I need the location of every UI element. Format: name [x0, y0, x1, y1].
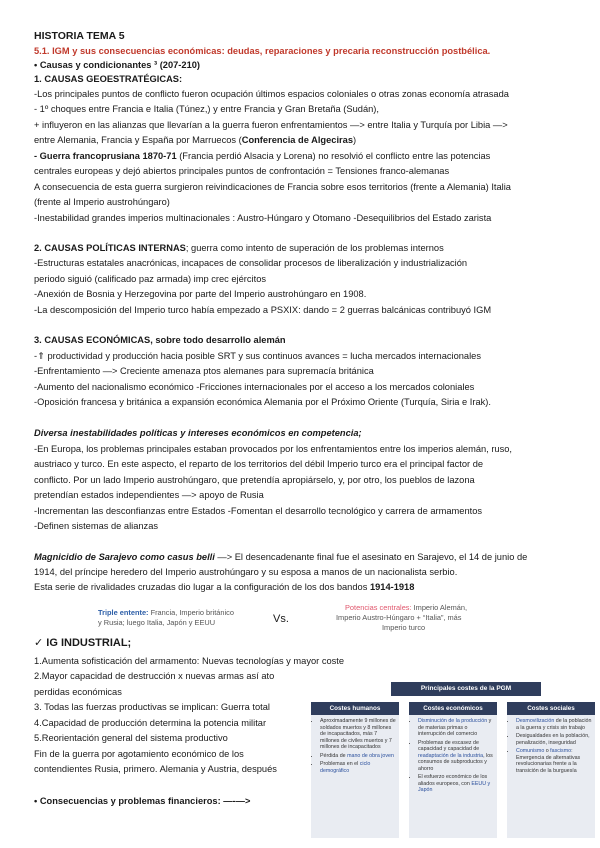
s2-line: -Anexión de Bosnia y Herzegovina por parte del Imperio austrohúngaro en 1908. — [34, 289, 367, 299]
social-costs-header: Costes sociales — [507, 702, 595, 715]
list-item-text: Problemas en el — [320, 761, 360, 767]
list-item-text: , los consumos de subproductos y ahorro — [418, 752, 493, 772]
pgm-title: Principales costes de la PGM — [391, 682, 541, 696]
war-term: - Guerra francoprusiana 1870-71 — [34, 151, 177, 161]
s2-heading-bold: 2. CAUSAS POLÍTICAS INTERNAS — [34, 243, 186, 253]
s5-line: 1914, del príncipe heredero del Imperio austrohúngaro y su esposa a manos de un nacionalista serbio. — [34, 567, 458, 577]
s1-line: A consecuencia de esta guerra surgieron reivindicaciones de Francia sobre esos territorios (frente a Alemania) Italia — [34, 182, 511, 192]
s6-line: 2.Mayor capacidad de destrucción x nuevas armas así ato — [34, 671, 275, 681]
s1-line: -Los principales puntos de conflicto fueron ocupación últimos espacios coloniales o otras zonas economía atrasada — [34, 89, 509, 99]
list-item: • Aproximadamente 9 millones de soldados muertos y 8 millones de incapacitados, más 7 millones de civiles muertos y 7 millones de incapacitados — [320, 718, 397, 751]
s6-line: contendientes Rusia, primero. Alemania y Austria, después — [34, 764, 277, 774]
list-item-highlight: mano de obra joven — [347, 752, 394, 759]
s2-heading-rest: ; guerra como intento de superación de los problemas internos — [185, 243, 444, 253]
list-item — [516, 748, 593, 774]
page-title: HISTORIA TEMA 5 — [34, 30, 125, 42]
list-item-text: o — [544, 748, 551, 754]
list-item-highlight: EEUU y Japón — [418, 780, 491, 793]
central-powers-members-3: Imperio turco — [382, 623, 426, 632]
list-item-highlight: ciclo demográfico — [320, 761, 371, 774]
pgm-costs-diagram — [307, 682, 599, 842]
human-costs-column — [311, 702, 399, 838]
causes-heading: • Causas y condicionantes ³ (207-210) — [34, 60, 201, 70]
s6-line: 1.Aumenta sofisticación del armamento: Nuevas tecnologías y mayor coste — [34, 656, 345, 666]
triple-entente-members-2: y Rusia; luego Italia, Japón y EEUU — [98, 618, 216, 627]
triple-entente-members: Francia, Imperio británico — [148, 608, 234, 617]
economic-costs-column — [409, 702, 497, 838]
s4-line: -Definen sistemas de alianzas — [34, 521, 159, 531]
s6-heading: ✓ IG INDUSTRIAL; — [34, 637, 132, 649]
human-costs-header: Costes humanos — [311, 702, 399, 715]
list-item-text: Pérdida de — [320, 752, 348, 759]
s1-text: entre Alemania, Francia y España por Marruecos ( — [34, 135, 242, 145]
list-item-text: de la población a la guerra y crisis sin trabajo — [516, 718, 592, 731]
list-item-highlight: Disminución de la producción — [418, 718, 488, 724]
list-item-highlight: Desmovilización — [516, 718, 555, 724]
algeciras-term: Conferencia de Algeciras — [241, 135, 353, 145]
list-item-text: : Emergencia de alternativas revolucionarias frente a la transición de la burguesía — [516, 748, 581, 774]
central-powers-members: Imperio Alemán, — [411, 603, 468, 612]
s2-heading — [34, 242, 444, 254]
s4-line: -En Europa, los problemas principales estaban provocados por los enfrentamientos entre los imperios alemán, ruso, — [34, 444, 513, 454]
s6-consequences: • Consecuencias y problemas financieros: —-—> — [34, 796, 251, 806]
s1-heading: 1. CAUSAS GEOESTRATÉGICAS: — [34, 74, 183, 84]
s3-line: -Aumento del nacionalismo económico -Fricciones internacionales por el acceso a los mercados coloniales — [34, 382, 475, 392]
years-term: 1914-1918 — [369, 582, 415, 592]
triple-entente-label: Triple entente: — [98, 608, 149, 617]
s4-line: pretendían estados independientes —> apoyo de Rusia — [34, 490, 264, 500]
s3-line: -Oposición francesa y británica a expansión económica Alemania por el Próximo Oriente (Turquía, Siria e Irak). — [34, 397, 491, 407]
list-item: • Desigualdades en la población, penalización, inseguridad — [516, 733, 593, 746]
s6-line: 4.Capacidad de producción determina la potencia militar — [34, 718, 267, 728]
s5-line — [34, 581, 414, 593]
section-subtitle: 5.1. IGM y sus consecuencias económicas: deudas, reparaciones y precaria reconstrucción postbélica. — [34, 46, 491, 56]
list-item-highlight: readaptación de la industria — [418, 752, 484, 759]
s3-heading: 3. CAUSAS ECONÓMICAS, sobre todo desarrollo alemán — [34, 335, 286, 345]
triple-entente — [98, 608, 234, 617]
list-item — [516, 718, 593, 731]
central-powers-members-2: Imperio Austro-Húngaro + “Italia”, más — [336, 613, 462, 622]
s1-line: + influyeron en las alianzas que llevarían a la guerra fueron enfrentamientos —> entre Italia y Turquía por Libia —> — [34, 120, 508, 130]
economic-costs-header: Costes económicos — [409, 702, 497, 715]
sarajevo-term: Magnicidio de Sarajevo como casus belli — [34, 552, 215, 562]
s6-line: 3. Todas las fuerzas productivas se implican: Guerra total — [34, 702, 270, 712]
list-item — [418, 774, 495, 794]
list-item — [418, 740, 495, 773]
s1-line — [34, 134, 356, 146]
s1-line: -Inestabilidad grandes imperios multinacionales : Austro-Húngaro y Otomano -Desequilibrios del Estado zarista — [34, 213, 492, 223]
list-item — [418, 718, 495, 738]
s4-heading: Diversa inestabilidades políticas y intereses económicos en competencia; — [34, 428, 362, 438]
s4-line: austriaco y turco. En este aspecto, el reparto de los territorios del débil Imperio turco era el principal factor de — [34, 459, 484, 469]
s6-line: 5.Reorientación general del sistema productivo — [34, 733, 228, 743]
s1-line: - 1º choques entre Francia e Italia (Túnez,) y entre Francia y Gran Bretaña (Sudán), — [34, 104, 379, 114]
s6-line: perdidas económicas — [34, 687, 122, 697]
s3-line: -⇑ productividad y producción hacia posible SRT y sus continuos avances = lucha mercados internacionales — [34, 351, 481, 361]
list-item-highlight: fascismo — [550, 748, 572, 754]
list-item-text: El esfuerzo económico de los aliados europeos, con — [418, 774, 488, 787]
list-item — [320, 753, 397, 760]
central-powers-label: Potencias centrales: — [345, 603, 412, 612]
s1-line — [34, 150, 490, 162]
list-item-text: y de materias primas o interrupción del comercio — [418, 718, 492, 737]
s5-text: —> El desencadenante final fue el asesinato en Sarajevo, el 14 de junio de — [214, 552, 528, 562]
s4-line: -Incrementan las desconfianzas entre Estados -Fomentan el desarrollo tecnológico y carrera de armamentos — [34, 506, 483, 516]
s5-line — [34, 551, 527, 563]
versus-label: Vs. — [273, 613, 289, 625]
social-costs-column — [507, 702, 595, 838]
s6-line: Fin de la guerra por agotamiento económico de los — [34, 749, 244, 759]
central-powers — [345, 603, 467, 612]
s2-line: periodo siguió (calificado paz armada) imp crec ejércitos — [34, 274, 267, 284]
list-item-highlight: Comunismo — [516, 748, 545, 754]
s2-line: -Estructuras estatales anacrónicas, incapaces de consolidar procesos de liberalización y industrialización — [34, 258, 468, 268]
s1-text: ) — [353, 135, 357, 145]
s3-line: -Enfrentamiento —> Creciente amenaza ptos alemanes para supremacía británica — [34, 366, 374, 376]
s2-line: -La descomposición del Imperio turco había empezado a PSXIX: dando = 2 guerras balcánicas contribuyó IGM — [34, 305, 492, 315]
s4-line: conflicto. Por un lado Imperio austrohúngaro, que pretendía apropiárselo, y, por otro, los pueblos de lazona — [34, 475, 475, 485]
list-item — [320, 761, 397, 774]
s1-line: centrales europeas y dejó abiertos principales puntos de confrontación = Tensiones franco-alemanas — [34, 166, 450, 176]
s1-text: (Francia perdió Alsacia y Lorena) no resolvió el conflicto entre las potencias — [176, 151, 491, 161]
s5-text: Esta serie de rivalidades cruzadas dio lugar a la configuración de los dos bandos — [34, 582, 370, 592]
s1-line: (frente al Imperio austrohúngaro) — [34, 197, 170, 207]
list-item-text: Problemas de escasez de capacidad y capacidad de — [418, 739, 480, 752]
